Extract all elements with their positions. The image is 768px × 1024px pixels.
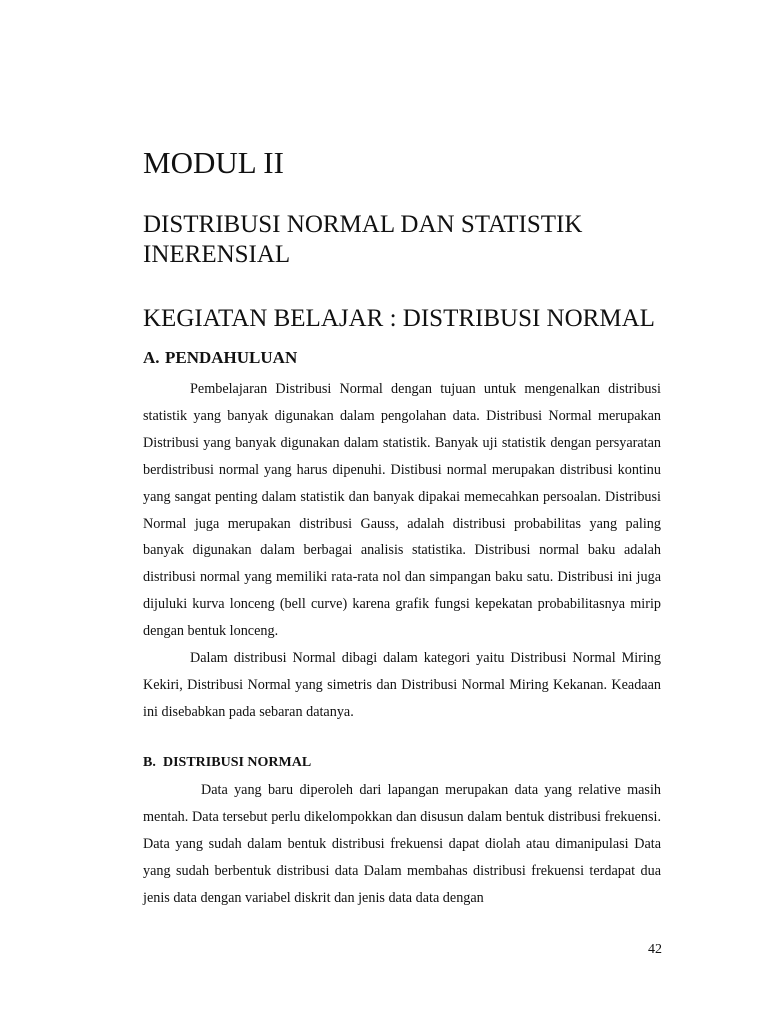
module-title: MODUL II xyxy=(143,145,284,180)
paragraph: Dalam distribusi Normal dibagi dalam kategori yaitu Distribusi Normal Miring Kekiri, Distribusi Normal yang simetris dan Distribusi Normal Miring Kekanan. Keadaan ini disebabkan pada sebaran datanya. xyxy=(143,650,661,720)
section-b-body xyxy=(143,777,661,912)
section-a-body xyxy=(143,376,661,726)
section-a-heading xyxy=(143,346,297,370)
page-number: 42 xyxy=(648,942,662,957)
section-b-title: DISTRIBUSI NORMAL xyxy=(163,755,312,770)
section-b-letter: B. xyxy=(143,755,156,770)
paragraph: Data yang baru diperoleh dari lapangan merupakan data yang relative masih mentah. Data tersebut perlu dikelompokkan dan disusun dalam bentuk distribusi frekuensi. Data yang sudah dalam bentuk distribusi frekuensi dapat diolah atau dimanipulasi Data yang sudah berbentuk distribusi data Dalam membahas distribusi frekuensi terdapat dua jenis data dengan variabel diskrit dan jenis data data dengan xyxy=(143,782,661,906)
section-a-letter: A. xyxy=(143,348,160,367)
section-a-title: PENDAHULUAN xyxy=(165,348,298,367)
module-subtitle: DISTRIBUSI NORMAL DAN STATISTIK INERENSIAL xyxy=(143,211,583,268)
section-b-heading xyxy=(143,752,311,774)
activity-title: KEGIATAN BELAJAR : DISTRIBUSI NORMAL xyxy=(143,305,655,332)
paragraph: Pembelajaran Distribusi Normal dengan tujuan untuk mengenalkan distribusi statistik yang banyak digunakan dalam pengolahan data. Distribusi Normal merupakan Distribusi yang banyak digunakan dalam statistik. Banyak uji statistik dengan persyaratan berdistribusi normal yang harus dipenuhi. Distibusi normal merupakan distribusi kontinu yang sangat penting dalam statistik dan banyak dipakai memecahkan persoalan. Distribusi Normal juga merupakan distribusi Gauss, adalah distribusi probabilitas yang paling banyak digunakan dalam berbagai analisis statistika. Distribusi normal baku adalah distribusi normal yang memiliki rata-rata nol dan simpangan baku satu. Distribusi ini juga dijuluki kurva lonceng (bell curve) karena grafik fungsi kepekatan probabilitasnya mirip dengan bentuk lonceng. xyxy=(143,381,661,640)
